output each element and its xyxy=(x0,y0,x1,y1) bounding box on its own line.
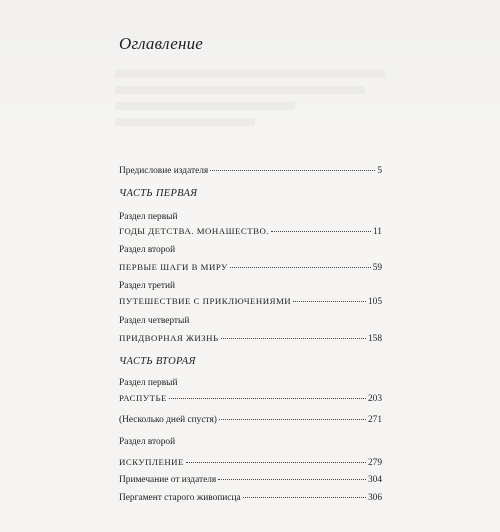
part-heading: ЧАСТЬ ВТОРАЯ xyxy=(119,356,196,367)
page-number: 105 xyxy=(367,297,382,307)
section-label: Раздел второй xyxy=(119,245,176,255)
page-number: 279 xyxy=(367,458,382,468)
section-label: Раздел второй xyxy=(119,437,176,447)
dot-leader xyxy=(218,479,366,480)
dot-leader xyxy=(219,419,366,420)
section-title: ПЕРВЫЕ ШАГИ В МИРУ xyxy=(119,262,228,272)
toc-entry-section[interactable] xyxy=(119,261,382,274)
toc-entry-section[interactable] xyxy=(119,456,382,469)
section-label: Раздел первый xyxy=(119,212,178,222)
bleed-through xyxy=(115,86,365,94)
dot-leader xyxy=(230,267,371,268)
page-number: 59 xyxy=(372,263,382,273)
part-heading: ЧАСТЬ ПЕРВАЯ xyxy=(119,188,198,199)
entry-label: Пергамент старого живописца xyxy=(119,493,241,503)
dot-leader xyxy=(271,231,371,232)
bleed-through xyxy=(115,102,295,110)
page-number: 271 xyxy=(367,415,382,425)
dot-leader xyxy=(293,301,366,302)
toc-entry-interlude[interactable] xyxy=(119,414,382,426)
section-title: ГОДЫ ДЕТСТВА. МОНАШЕСТВО. xyxy=(119,226,269,236)
page-number: 5 xyxy=(377,166,382,176)
page-number: 304 xyxy=(367,475,382,485)
bleed-through xyxy=(115,70,385,78)
entry-label: (Несколько дней спустя) xyxy=(119,415,217,425)
entry-label: Примечание от издателя xyxy=(119,475,217,485)
dot-leader xyxy=(169,398,366,399)
dot-leader xyxy=(243,497,366,498)
toc-entry-section[interactable] xyxy=(119,392,382,405)
section-title: ИСКУПЛЕНИЕ xyxy=(119,457,184,467)
toc-entry-section[interactable] xyxy=(119,295,382,308)
section-title: ПУТЕШЕСТВИЕ С ПРИКЛЮЧЕНИЯМИ xyxy=(119,296,292,306)
section-title: РАСПУТЬЕ xyxy=(119,393,167,403)
toc-entry-preface[interactable] xyxy=(119,165,382,177)
dot-leader xyxy=(221,338,366,339)
dot-leader xyxy=(186,462,366,463)
dot-leader xyxy=(210,170,375,171)
section-label: Раздел первый xyxy=(119,378,178,388)
toc-title: Оглавление xyxy=(119,34,204,53)
bleed-through xyxy=(115,118,255,126)
page-number: 11 xyxy=(372,227,382,237)
entry-label: Предисловие издателя xyxy=(119,166,209,176)
toc-entry-section[interactable] xyxy=(119,225,382,238)
toc-entry-parchment[interactable] xyxy=(119,492,382,504)
page-number: 203 xyxy=(367,394,382,404)
page-number: 306 xyxy=(367,493,382,503)
section-label: Раздел третий xyxy=(119,281,176,291)
page-number: 158 xyxy=(367,334,382,344)
section-title: ПРИДВОРНАЯ ЖИЗНЬ xyxy=(119,333,219,343)
toc-entry-section[interactable] xyxy=(119,332,382,345)
toc-entry-note[interactable] xyxy=(119,474,382,486)
section-label: Раздел четвертый xyxy=(119,316,190,326)
